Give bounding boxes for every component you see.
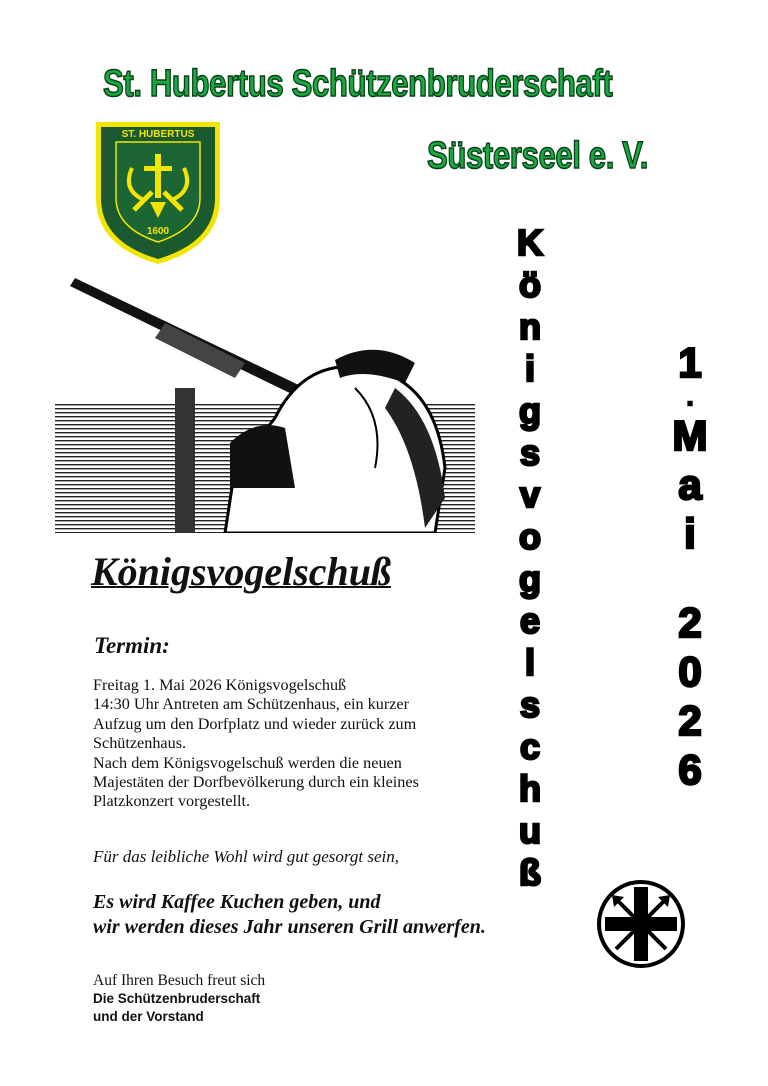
crest-top-text: ST. HUBERTUS <box>121 129 195 140</box>
letter: u <box>519 810 541 851</box>
date-char: 1 <box>678 339 702 386</box>
title-line-1: St. Hubertus Schützenbruderschaft <box>103 63 613 105</box>
text-line: wir werden dieses Jahr unseren Grill anwerfen. <box>93 916 486 938</box>
letter: K <box>517 222 543 263</box>
crest-year: 1600 <box>146 226 170 237</box>
text-line: Platzkonzert vorgestellt. <box>93 792 251 811</box>
title-line-2: Süsterseel e. V. <box>427 135 648 177</box>
letter: ß <box>519 852 541 893</box>
letter: e <box>519 600 541 641</box>
letter: s <box>519 432 541 473</box>
vertical-date <box>660 338 720 794</box>
termin-label: Termin: <box>94 633 170 658</box>
signature-line: und der Vorstand <box>93 1009 204 1024</box>
text-line: Es wird Kaffee Kuchen geben, und <box>93 891 381 913</box>
catering-note: Für das leibliche Wohl wird gut gesorgt sein, <box>93 847 399 866</box>
date-char: M <box>672 412 708 459</box>
text-line: Nach dem Königsvogelschuß werden die neuen <box>93 753 402 772</box>
shooter-illustration <box>55 268 475 533</box>
letter: l <box>524 642 535 683</box>
letter: h <box>519 768 541 809</box>
date-char: 2 <box>678 599 702 646</box>
club-crest-logo <box>92 118 224 266</box>
text-line: Schützenhaus. <box>93 734 187 753</box>
date-char: i <box>684 510 696 557</box>
vertical-title-koenigsvogelschuss <box>502 222 558 894</box>
cross-arrows-emblem <box>596 877 686 972</box>
date-char: 2 <box>678 697 702 744</box>
date-char: a <box>678 461 702 508</box>
date-char: 6 <box>678 746 702 793</box>
letter: s <box>519 684 541 725</box>
text-line: Aufzug um den Dorfplatz und wieder zurück zum <box>93 714 417 733</box>
date-char: . <box>687 388 693 410</box>
page-heading: Königsvogelschuß <box>91 549 392 594</box>
closing <box>93 971 265 1026</box>
letter: n <box>519 306 541 347</box>
text-line: Majestäten der Dorfbevölkerung durch ein kleines <box>93 773 419 792</box>
food-announcement <box>93 890 486 940</box>
date-char: 0 <box>678 648 702 695</box>
letter: g <box>519 558 541 599</box>
letter: ö <box>519 264 541 305</box>
text-line: 14:30 Uhr Antreten am Schützenhaus, ein kurzer <box>93 695 410 714</box>
letter: o <box>519 516 541 557</box>
letter: c <box>519 726 541 767</box>
signature-line: Die Schützenbruderschaft <box>93 991 261 1006</box>
text-line: Freitag 1. Mai 2026 Königsvogelschuß <box>93 676 347 694</box>
letter: g <box>519 390 541 431</box>
letter: i <box>524 348 535 389</box>
closing-line: Auf Ihren Besuch freut sich <box>93 972 266 989</box>
event-description <box>93 676 419 812</box>
letter: v <box>519 474 541 515</box>
